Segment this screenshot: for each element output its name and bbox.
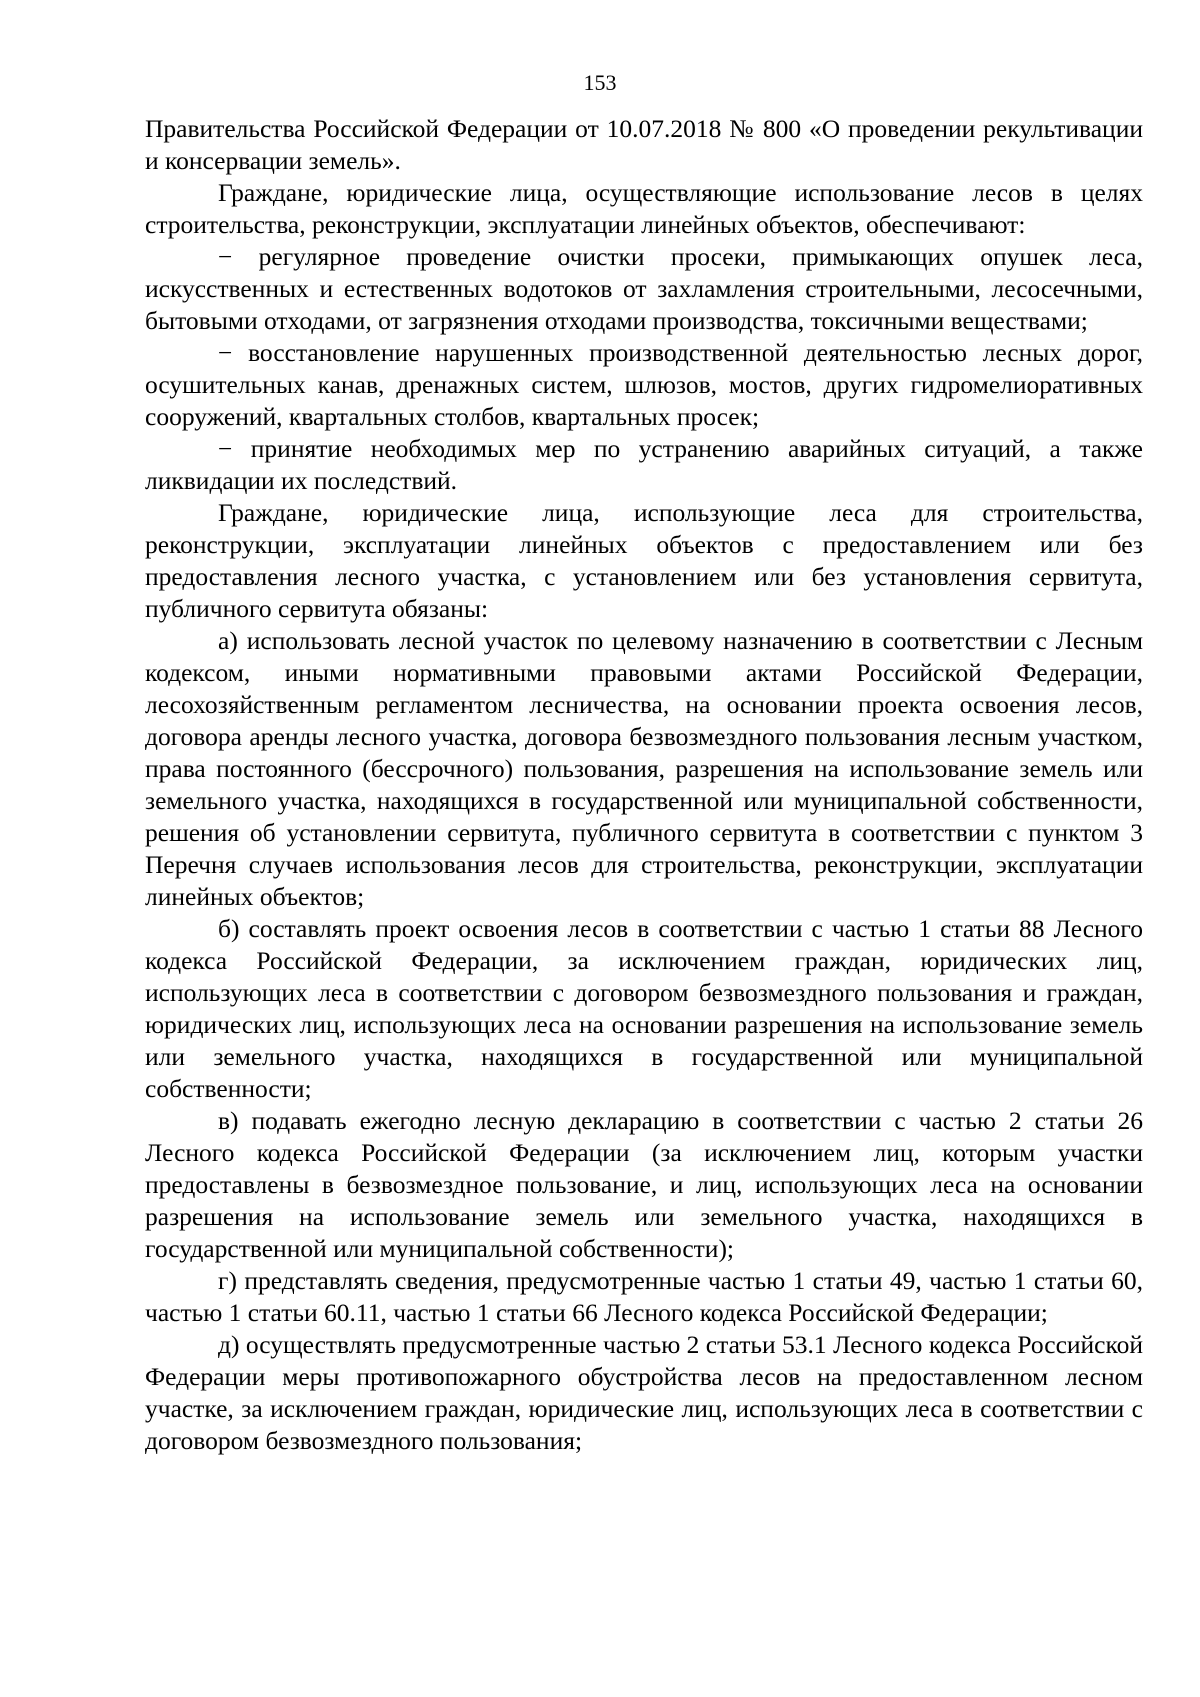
list-item-g: г) представлять сведения, предусмотренные частью 1 статьи 49, частью 1 статьи 60, частью 1 статьи 60.11, частью 1 статьи 66 Лесного кодекса Российской Федерации; bbox=[145, 1266, 1143, 1327]
page-number: 153 bbox=[583, 70, 617, 95]
list-item-v: в) подавать ежегодно лесную декларацию в соответствии с частью 2 статьи 26 Лесного кодекса Российской Федерации (за исключением лиц, которым участки предоставлены в безвозмездное пользование, и лиц, использующих леса на основании разрешения на использование земель или земельного участка, находящихся в государственной или муниципальной собственности); bbox=[145, 1106, 1143, 1263]
list-item-restoration: − восстановление нарушенных производственной деятельностью лесных дорог, осушительных канав, дренажных систем, шлюзов, мостов, других гидромелиоративных сооружений, квартальных столбов, квартальных просек; bbox=[145, 338, 1143, 431]
document-body bbox=[145, 113, 1143, 1457]
list-item-d: д) осуществлять предусмотренные частью 2 статьи 53.1 Лесного кодекса Российской Федерации меры противопожарного обустройства лесов на предоставленном лесном участке, за исключением граждан, юридические лиц, использующих леса в соответствии с договором безвозмездного пользования; bbox=[145, 1330, 1143, 1455]
paragraph-obligations-intro: Граждане, юридические лица, осуществляющие использование лесов в целях строительства, реконструкции, эксплуатации линейных объектов, обеспечивают: bbox=[145, 178, 1143, 239]
paragraph-continuation: Правительства Российской Федерации от 10.07.2018 № 800 «О проведении рекультивации и консервации земель». bbox=[145, 114, 1143, 175]
list-item-b: б) составлять проект освоения лесов в соответствии с частью 1 статьи 88 Лесного кодекса Российской Федерации, за исключением граждан, юридических лиц, использующих леса в соответствии с договором безвозмездного пользования и граждан, юридических лиц, использующих леса на основании разрешения на использование земель или земельного участка, находящихся в государственной или муниципальной собственности; bbox=[145, 914, 1143, 1103]
list-item-cleaning: − регулярное проведение очистки просеки, примыкающих опушек леса, искусственных и естественных водотоков от захламления строительными, лесосечными, бытовыми отходами, от загрязнения отходами производства, токсичными веществами; bbox=[145, 242, 1143, 335]
paragraph-duties-intro: Граждане, юридические лица, использующие леса для строительства, реконструкции, эксплуатации линейных объектов с предоставлением или без предоставления лесного участка, с установлением или без установления сервитута, публичного сервитута обязаны: bbox=[145, 498, 1143, 623]
list-item-emergency: − принятие необходимых мер по устранению аварийных ситуаций, а также ликвидации их последствий. bbox=[145, 434, 1143, 495]
list-item-a: а) использовать лесной участок по целевому назначению в соответствии с Лесным кодексом, иными нормативными правовыми актами Российской Федерации, лесохозяйственным регламентом лесничества, на основании проекта освоения лесов, договора аренды лесного участка, договора безвозмездного пользования лесным участком, права постоянного (бессрочного) пользования, разрешения на использование земель или земельного участка, находящихся в государственной или муниципальной собственности, решения об установлении сервитута, публичного сервитута в соответствии с пунктом 3 Перечня случаев использования лесов для строительства, реконструкции, эксплуатации линейных объектов; bbox=[145, 626, 1143, 911]
